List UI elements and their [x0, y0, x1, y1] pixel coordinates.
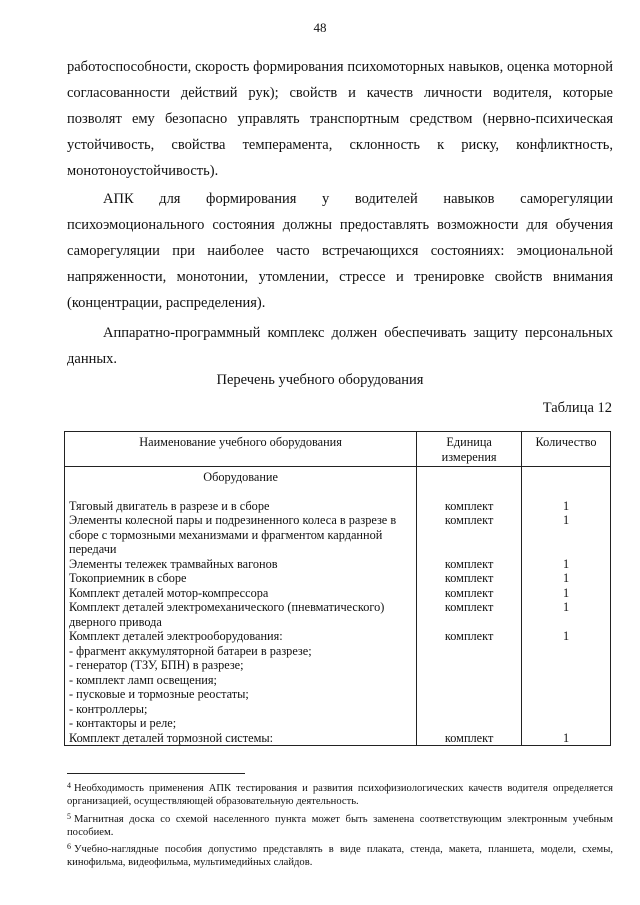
- cell-name: Элементы тележек трамвайных вагонов: [65, 557, 417, 572]
- footnote-text: Необходимость применения АПК тестирования и развития психофизиологических качеств водителя определяется организацией, осуществляющей образовательную деятельность.: [67, 783, 613, 808]
- cell-unit: комплект: [417, 557, 522, 572]
- cell-quantity: 1: [522, 586, 611, 601]
- paragraph-3-container: [67, 320, 613, 372]
- cell-unit: комплект: [417, 600, 522, 629]
- header-unit: Единица измерения: [417, 432, 522, 467]
- header-quantity: Количество: [522, 432, 611, 467]
- cell-unit: комплект: [417, 499, 522, 514]
- cell-unit: комплект: [417, 513, 522, 557]
- paragraph-1-container: [67, 54, 613, 184]
- table-row: [65, 499, 611, 514]
- footnote-divider: [67, 773, 245, 774]
- section-row: [65, 467, 611, 499]
- table-header-row: [65, 432, 611, 467]
- footnote-text: Магнитная доска со схемой населенного пункта может быть заменена соответствующим электронным учебным пособием.: [67, 813, 613, 838]
- cell-name: Тяговый двигатель в разрезе и в сборе: [65, 499, 417, 514]
- cell-name: Комплект деталей электромеханического (пневматического) дверного привода: [65, 600, 417, 629]
- cell-name: Комплект деталей тормозной системы:: [65, 731, 417, 746]
- table-title: Перечень учебного оборудования: [216, 372, 424, 388]
- page-number: 48: [313, 20, 327, 35]
- footnote: [67, 840, 613, 870]
- equipment-table: [64, 431, 611, 746]
- table-row: [65, 600, 611, 629]
- cell-quantity: 1: [522, 513, 611, 557]
- table-row: [65, 513, 611, 557]
- table-row: [65, 557, 611, 572]
- cell-quantity: 1: [522, 571, 611, 586]
- paragraph: работоспособности, скорость формирования психомоторных навыков, оценка моторной согласованности действий рук); свойств и качеств личности водителя, которые позволят ему безопасно управлять транспортным средством (нервно-психическая устойчивость, свойства темперамента, склонность к риску, конфликтность, монотоноустойчивость).: [67, 59, 613, 179]
- paragraph: Аппаратно-программный комплекс должен обеспечивать защиту персональных данных.: [67, 325, 613, 367]
- table-row: [65, 731, 611, 746]
- section-label: Оборудование: [65, 467, 417, 499]
- paragraph: АПК для формирования у водителей навыков саморегуляции психоэмоционального состояния должны предоставлять возможности для обучения саморегуляции при наиболее часто встречающихся состояниях: эмоциональной напряженности, монотонии, утомлении, стрессе и тренировке свойств внимания (концентрации, распределения).: [67, 191, 613, 311]
- cell-name: Токоприемник в сборе: [65, 571, 417, 586]
- cell-name: Комплект деталей мотор-компрессора: [65, 586, 417, 601]
- header-name: Наименование учебного оборудования: [65, 432, 417, 467]
- paragraph-2-container: [67, 186, 613, 316]
- cell-unit: комплект: [417, 629, 522, 731]
- cell-quantity: 1: [522, 600, 611, 629]
- cell-quantity: 1: [522, 731, 611, 746]
- footnotes: [67, 779, 613, 871]
- footnote-mark: 6: [67, 842, 71, 852]
- footnote: [67, 779, 613, 809]
- footnote-text: Учебно-наглядные пособия допустимо представлять в виде плаката, стенда, макета, планшета, модели, схемы, кинофильма, видеофильма, мультимедийных слайдов.: [67, 844, 613, 869]
- cell-quantity: 1: [522, 499, 611, 514]
- cell-name: Элементы колесной пары и подрезиненного колеса в разрезе в сборе с тормозными механизмами и фрагментом карданной передачи: [65, 513, 417, 557]
- cell-quantity: 1: [522, 557, 611, 572]
- footnote-mark: 5: [67, 811, 71, 821]
- table-row: [65, 629, 611, 731]
- cell-unit: комплект: [417, 571, 522, 586]
- footnote: [67, 810, 613, 840]
- cell-unit: комплект: [417, 731, 522, 746]
- cell-unit: комплект: [417, 586, 522, 601]
- footnote-mark: 4: [67, 781, 71, 790]
- table-row: [65, 586, 611, 601]
- table-caption: Таблица 12: [542, 400, 612, 416]
- cell-quantity: 1: [522, 629, 611, 731]
- cell-name: Комплект деталей электрооборудования: - фрагмент аккумуляторной батареи в разрезе; - генератор (ТЗУ, БПН) в разрезе; - комплект ламп освещения; - пусковые и тормозные реостаты; - контроллеры; - контакторы и реле;: [65, 629, 417, 731]
- table-row: [65, 571, 611, 586]
